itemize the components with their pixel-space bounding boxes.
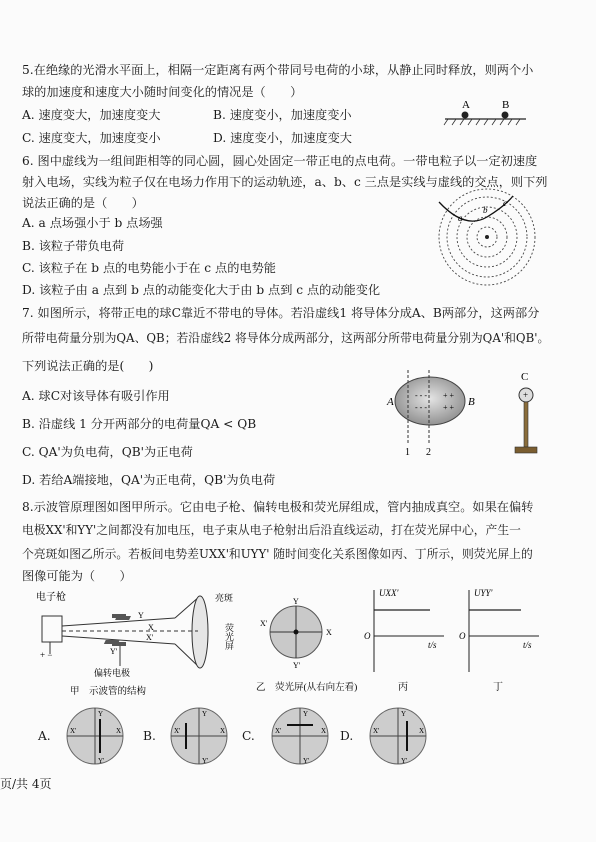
svg-text:O: O <box>459 631 466 641</box>
q7-stem-line2: 所带电荷量分别为QA、QB；若沿虚线2 将导体分成两部分，这两部分所带电荷量分别为QA'和QB'。 <box>22 331 550 345</box>
q8-stem-line1: 8.示波管原理图如图甲所示。它由电子枪、偏转电极和荧光屏组成，管内抽成真空。如果在偏转 <box>22 500 534 514</box>
q5-ball-b <box>502 112 509 119</box>
q5-option-b: B. 速度变小，加速度变小 <box>213 108 352 122</box>
q5-fig-label-a: A <box>462 99 470 111</box>
q8-choice-a-label: A. <box>38 729 51 743</box>
q8-stem-line3: 个亮斑如图乙所示。若板间电势差UXX'和UYY' 随时间变化关系图像如丙、丁所示，则荧光屏上的 <box>22 547 533 561</box>
svg-text:X: X <box>419 727 425 735</box>
q8-choice-a-screen[interactable] <box>60 703 130 769</box>
q8-figure-uxx-graph <box>360 584 455 696</box>
svg-text:X': X' <box>70 727 77 735</box>
svg-text:Y': Y' <box>401 757 408 765</box>
q5-option-a: A. 速度变大，加速度变大 <box>22 108 161 122</box>
q7-fig-label-a: A <box>387 396 394 408</box>
q7-fig-label-c: C <box>521 371 529 383</box>
svg-text:O: O <box>364 631 371 641</box>
q5-fig-label-b: B <box>502 99 510 111</box>
q7-stem-line3: 下列说法正确的是( ) <box>22 359 154 373</box>
q5-option-d: D. 速度变小，加速度变大 <box>213 131 352 145</box>
q8-stem-line4: 图像可能为（ ） <box>22 569 132 583</box>
svg-text:X: X <box>326 628 332 637</box>
q5-figure-two-balls <box>440 98 530 128</box>
q8-caption-jia: 甲 示波管的结构 <box>70 687 147 697</box>
q6-label-b: b <box>483 205 488 215</box>
svg-text:t/s: t/s <box>428 640 437 650</box>
svg-text:+: + <box>523 390 529 400</box>
svg-text:Y: Y <box>293 597 299 606</box>
q8-choice-b-label: B. <box>143 729 156 743</box>
q7-fig-line1: 1 <box>405 447 410 458</box>
svg-text:+ −: + − <box>40 650 53 660</box>
svg-text:Y: Y <box>401 710 407 718</box>
q7-option-d: D. 若给A端接地，QA'为正电荷，QB'为负电荷 <box>22 473 276 487</box>
q7-fig-label-b: B <box>468 396 475 408</box>
svg-text:X: X <box>321 727 327 735</box>
svg-text:Y': Y' <box>293 661 301 670</box>
svg-text:Y': Y' <box>202 757 209 765</box>
q6-option-d: D. 该粒子由 a 点到 b 点的动能变化大于由 b 点到 c 点的动能变化 <box>22 283 381 297</box>
svg-text:Y: Y <box>98 710 104 718</box>
q6-option-c: C. 该粒子在 b 点的电势能小于在 c 点的电势能 <box>22 261 276 275</box>
q8-label-screen: 荧光屏 <box>224 623 234 650</box>
q8-label-electron-gun: 电子枪 <box>36 592 66 603</box>
svg-text:Y': Y' <box>110 647 118 656</box>
q6-label-a: a <box>458 213 463 223</box>
svg-text:+ +: + + <box>443 391 455 400</box>
svg-text:Y: Y <box>202 710 208 718</box>
q7-option-b: B. 沿虚线 1 分开两部分的电荷量QA < QB <box>22 417 257 431</box>
q8-caption-yi: 乙 荧光屏(从右向左看) <box>256 683 358 693</box>
q8-label-deflection-electrode: 偏转电极 <box>94 668 131 678</box>
q5-stem-line1: 5.在绝缘的光滑水平面上，相隔一定距离有两个带同号电荷的小球，从静止同时释放，则两个小 <box>22 63 534 77</box>
svg-text:Y: Y <box>303 710 309 718</box>
q8-figure-screen-front <box>248 596 358 694</box>
svg-text:- - -: - - - <box>415 391 427 400</box>
q7-stem-line1: 7. 如图所示，将带正电的球C靠近不带电的导体。若沿虚线1 将导体分成A、B两部分，这两部分 <box>22 306 540 320</box>
q8-choice-b-screen[interactable] <box>164 703 234 769</box>
q8-caption-bing: 丙 <box>398 682 408 693</box>
q8-figure-uyy-graph <box>455 584 550 696</box>
svg-text:X: X <box>220 727 226 735</box>
page-footer: 页/共 4页 <box>0 777 52 791</box>
q6-option-a: A. a 点场强小于 b 点场强 <box>22 216 163 230</box>
q5-option-c: C. 速度变大，加速度变小 <box>22 131 161 145</box>
svg-text:Y': Y' <box>98 757 105 765</box>
svg-text:X: X <box>148 623 154 632</box>
q7-figure-conductor-and-sphere <box>383 368 558 463</box>
q6-stem-line1: 6. 图中虚线为一组间距相等的同心圆，圆心处固定一带正电的点电荷。一带电粒子以一定初速度 <box>22 154 538 168</box>
q8-choice-d-screen[interactable] <box>363 703 433 769</box>
svg-text:X': X' <box>174 727 181 735</box>
q6-particle-trajectory <box>439 196 513 221</box>
svg-text:Y': Y' <box>303 757 310 765</box>
q8-label-bright-spot: 亮斑 <box>215 593 234 603</box>
q8-choice-c-label: C. <box>242 729 255 743</box>
q8-choice-c-screen[interactable] <box>265 703 335 769</box>
svg-text:X: X <box>116 727 122 735</box>
q6-figure-concentric-field <box>425 188 545 286</box>
q8-caption-ding: 丁 <box>493 682 503 693</box>
q7-fig-line2: 2 <box>426 447 431 458</box>
q5-ball-a <box>462 112 469 119</box>
q7-option-c: C. QA'为负电荷，QB'为正电荷 <box>22 445 193 459</box>
q8-figure-oscilloscope-tube <box>30 588 240 698</box>
q8-uyy-axis-label: UYY' <box>474 588 493 598</box>
svg-text:t/s: t/s <box>523 640 532 650</box>
q6-stem-line3: 说法正确的是（ ） <box>22 196 144 210</box>
svg-text:Y: Y <box>138 611 144 620</box>
q6-label-c: c <box>503 198 507 208</box>
svg-text:+ +: + + <box>443 403 455 412</box>
q7-conductor <box>395 377 465 425</box>
q6-option-b: B. 该粒子带负电荷 <box>22 239 125 253</box>
q8-stem-line2: 电极XX'和YY'之间都没有加电压，电子束从电子枪射出后沿直线运动，打在荧光屏中心，产生一 <box>22 523 521 537</box>
svg-text:X': X' <box>373 727 380 735</box>
q5-stem-line2: 球的加速度和速度大小随时间变化的情况是（ ） <box>22 85 303 99</box>
q8-choice-d-label: D. <box>340 729 354 743</box>
svg-text:- - -: - - - <box>415 403 427 412</box>
q8-uxx-axis-label: UXX' <box>379 588 399 598</box>
svg-text:X': X' <box>260 619 268 628</box>
q7-option-a: A. 球C对该导体有吸引作用 <box>22 389 170 403</box>
svg-text:X': X' <box>275 727 282 735</box>
q6-stem-line2: 射入电场，实线为粒子仅在电场力作用下的运动轨迹，a、b、c 三点是实线与虚线的交点，则下列 <box>22 175 548 189</box>
svg-text:X': X' <box>146 633 154 642</box>
q8-bright-spot <box>294 630 299 635</box>
